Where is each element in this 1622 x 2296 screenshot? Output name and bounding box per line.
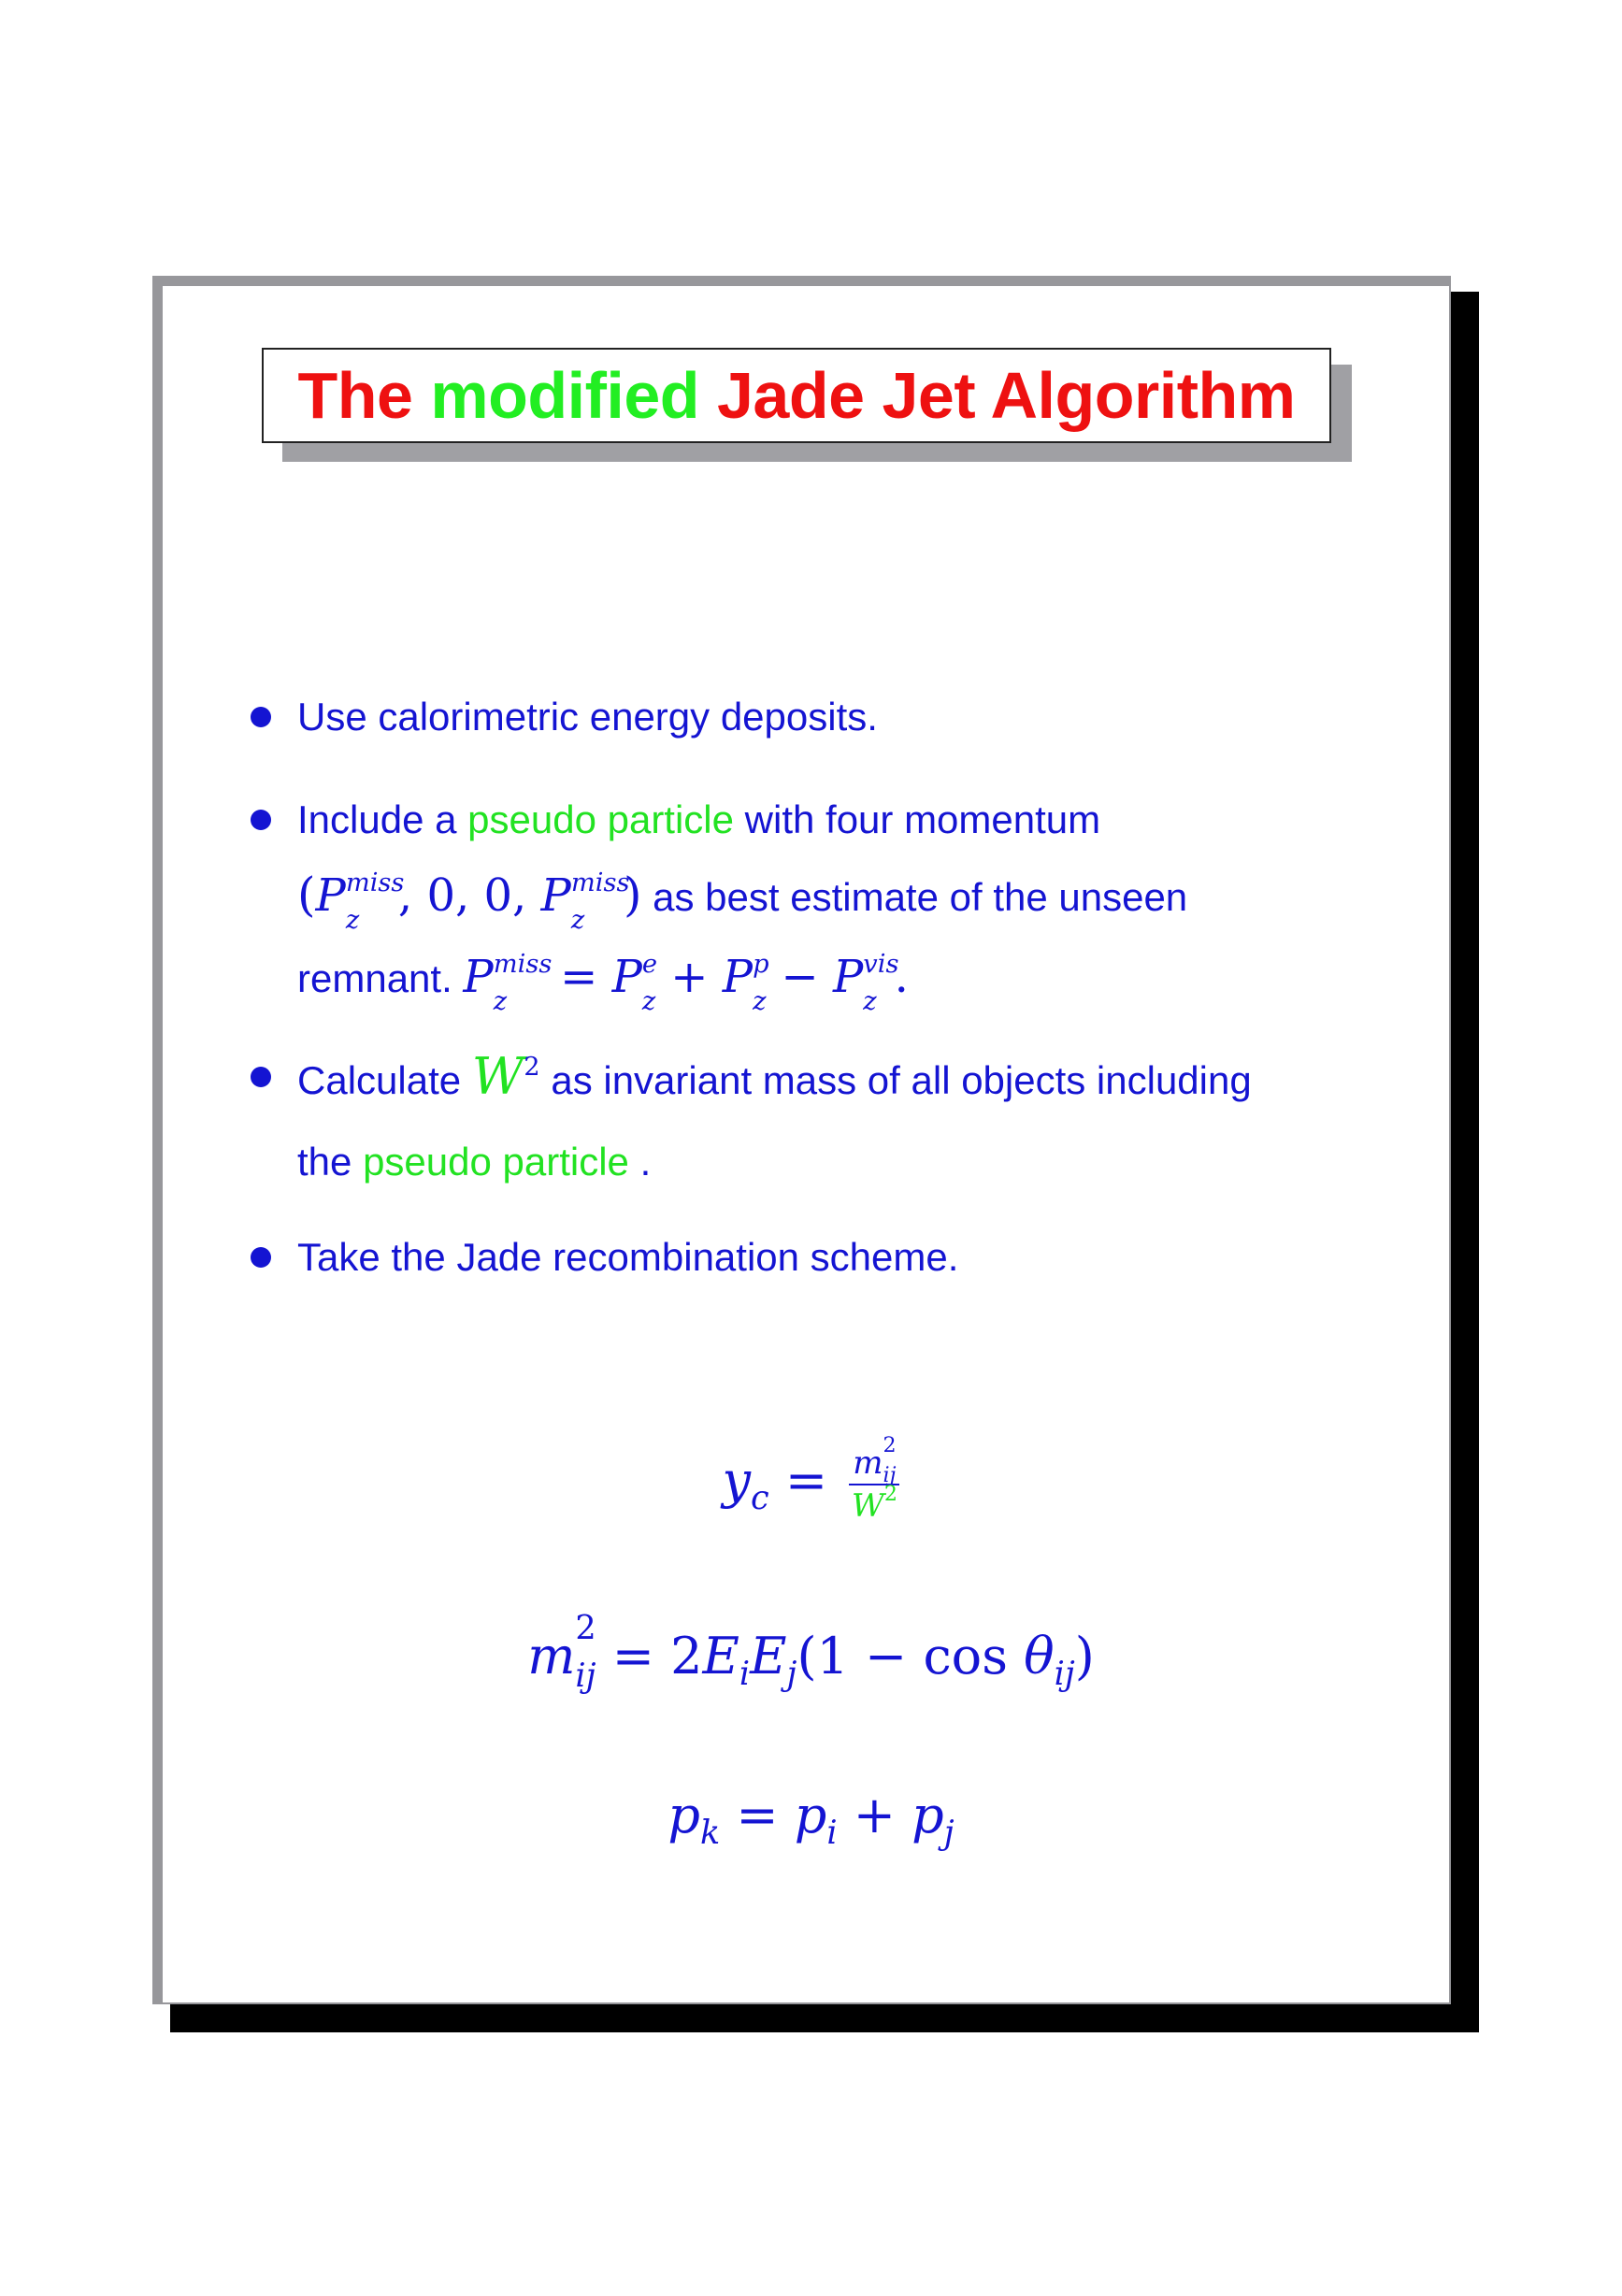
bullet-dot	[251, 1247, 271, 1268]
pseudo-particle-highlight: pseudo particle	[363, 1140, 629, 1184]
bullet-3	[297, 1039, 1372, 1199]
title-part-2: modified	[430, 359, 700, 432]
title-part-1: The	[297, 359, 413, 432]
bullet-4-text: Take the Jade recombination scheme.	[297, 1235, 959, 1279]
bullet-dot	[251, 707, 271, 727]
bullet-2-line-1: Include a pseudo particle with four momentum	[297, 797, 1101, 841]
bullet-3-line-1: Calculate $W^2$ as invariant mass of all objects including	[297, 1047, 1252, 1106]
fraction: m 2 ij $W^2$	[849, 1444, 899, 1525]
bullet-4	[297, 1219, 1372, 1295]
bullet-1-text: Use calorimetric energy deposits.	[297, 695, 878, 739]
equation-pk: $p_k = p_i + p_j$	[667, 1786, 955, 1853]
bullet-dot	[251, 810, 271, 830]
bullet-2-line-3: remnant. P miss z = P e z + P p z − P vis z .	[297, 950, 909, 1016]
bullet-1	[297, 679, 1372, 754]
equation-yc: $y_c$ = m 2 ij $W^2$	[0, 1444, 1622, 1525]
bullet-3-line-2: the pseudo particle .	[297, 1140, 652, 1184]
page-title	[262, 348, 1331, 443]
bullet-2-line-2: (P miss z , 0, 0, P miss z ) as best estimate of the unseen	[297, 868, 1188, 935]
bullet-2	[297, 782, 1372, 1021]
title-part-3: Jade Jet Algorithm	[716, 359, 1296, 432]
pseudo-particle-highlight: pseudo particle	[467, 797, 734, 841]
bullet-dot	[251, 1067, 271, 1087]
equation-mij: m 2 ij = $2E_iE_j(1 - \cos \theta_{ij})$	[527, 1608, 1095, 1695]
